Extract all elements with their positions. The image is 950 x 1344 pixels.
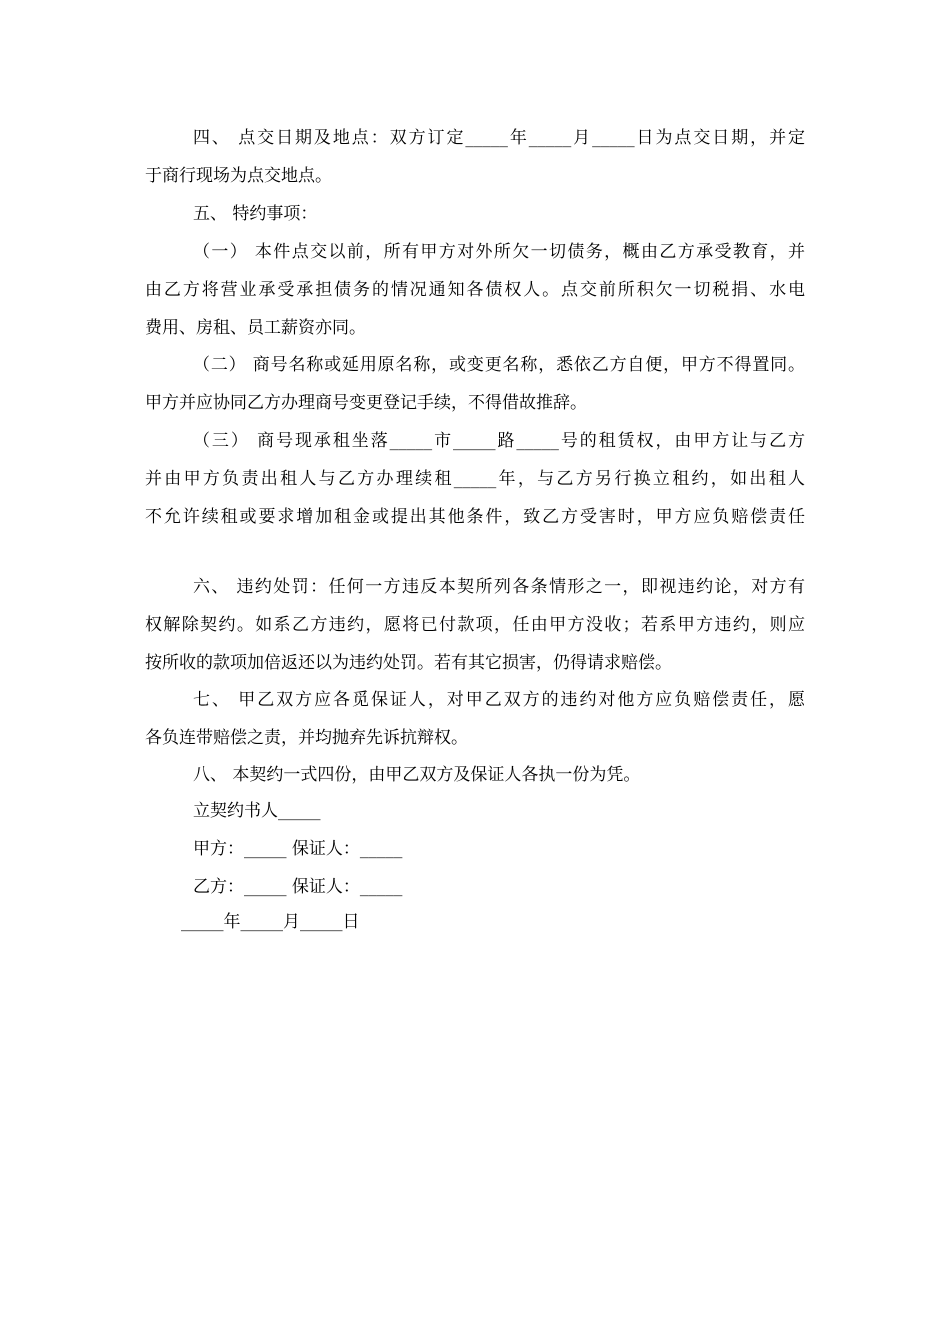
item-2-line-1: （二） 商号名称或延用原名称，或变更名称，悉依乙方自便，甲方不得置同。 [193,355,805,375]
section-7-line-1: 七、 甲乙双方应各觅保证人，对甲乙双方的违约对他方应负赔偿责任，愿 [193,690,805,710]
item-2-line-2: 甲方并应协同乙方办理商号变更登记手续，不得借故推辞。 [145,393,587,413]
party-a-line: 甲方：_____ 保证人：_____ [193,839,403,859]
section-5-heading: 五、 特约事项： [193,204,318,224]
section-4-line-1: 四、 点交日期及地点：双方订定_____年_____月_____日为点交日期，并定 [193,128,805,148]
item-1-line-3: 费用、房租、员工薪资亦同。 [145,318,366,338]
section-6-line-1: 六、 违约处罚：任何一方违反本契所列各条情形之一，即视违约论，对方有 [193,577,805,597]
item-1-line-2: 由乙方将营业承受承担债务的情况通知各债权人。点交前所积欠一切税捐、水电 [145,280,805,300]
item-3-line-3: 不允许续租或要求增加租金或提出其他条件，致乙方受害时，甲方应负赔偿责任 [145,507,805,527]
section-4-line-2: 于商行现场为点交地点。 [145,166,332,186]
section-7-line-2: 各负连带赔偿之责，并均抛弃先诉抗辩权。 [145,728,468,748]
date-line: _____年_____月_____日 [181,912,360,932]
item-3-line-2: 并由甲方负责出租人与乙方办理续租_____年，与乙方另行换立租约，如出租人 [145,469,805,489]
party-b-line: 乙方：_____ 保证人：_____ [193,877,403,897]
item-1-line-1: （一） 本件点交以前，所有甲方对外所欠一切债务，概由乙方承受教育，并 [193,242,805,262]
section-8-line-1: 八、 本契约一式四份，由甲乙双方及保证人各执一份为凭。 [193,765,641,785]
section-6-line-2: 权解除契约。如系乙方违约，愿将已付款项，任由甲方没收；若系甲方违约，则应 [145,615,805,635]
signer-line: 立契约书人_____ [193,801,321,821]
section-6-line-3: 按所收的款项加倍返还以为违约处罚。若有其它损害，仍得请求赔偿。 [145,653,672,673]
item-3-line-1: （三） 商号现承租坐落_____市_____路_____号的租赁权，由甲方让与乙方 [193,431,805,451]
